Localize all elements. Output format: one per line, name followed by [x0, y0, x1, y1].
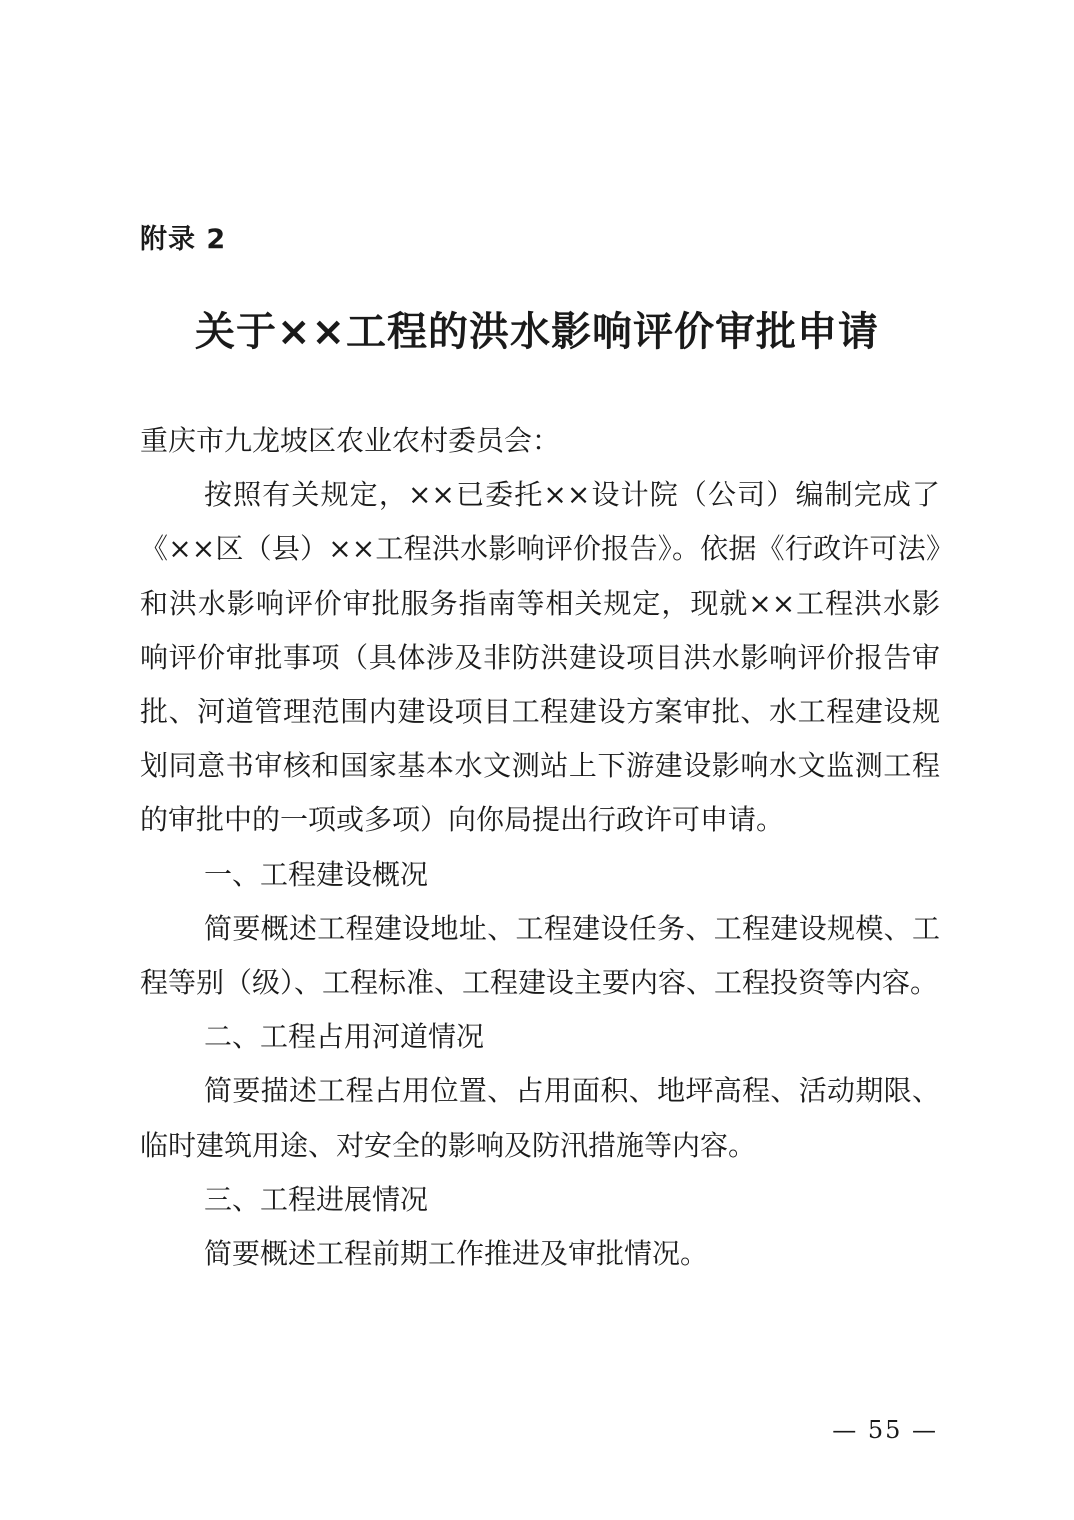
intro-paragraph: 按照有关规定，××已委托××设计院（公司）编制完成了《××区（县）××工程洪水影响评价报告》。依据《行政许可法》和洪水影响评价审批服务指南等相关规定，现就××工程洪水影响评价审批事项（具体涉及非防洪建设项目洪水影响评价报告审批、河道管理范围内建设项目工程建设方案审批、水工程建设规划同意书审核和国家基本水文测站上下游建设影响水文监测工程的审批中的一项或多项）向你局提出行政许可申请。 [140, 478, 940, 837]
section-content-1: 简要概述工程建设地址、工程建设任务、工程建设规模、工程等别（级）、工程标准、工程建设主要内容、工程投资等内容。 [140, 911, 940, 1000]
document-title: 关于××工程的洪水影响评价审批申请 [194, 309, 880, 355]
section-heading-3: 三、工程进展情况 [204, 1182, 429, 1216]
section-heading-2: 二、工程占用河道情况 [204, 1020, 485, 1054]
page-number: — 55 — [832, 1416, 938, 1444]
document-body [140, 414, 940, 1281]
addressee: 重庆市九龙坡区农业农村委员会： [140, 424, 561, 457]
section-content-3: 简要概述工程前期工作推进及审批情况。 [204, 1237, 709, 1271]
section-heading-1: 一、工程建设概况 [204, 857, 429, 891]
appendix-label: 附录 2 [140, 224, 227, 255]
section-content-2: 简要描述工程占用位置、占用面积、地坪高程、活动期限、临时建筑用途、对安全的影响及防汛措施等内容。 [140, 1074, 940, 1162]
